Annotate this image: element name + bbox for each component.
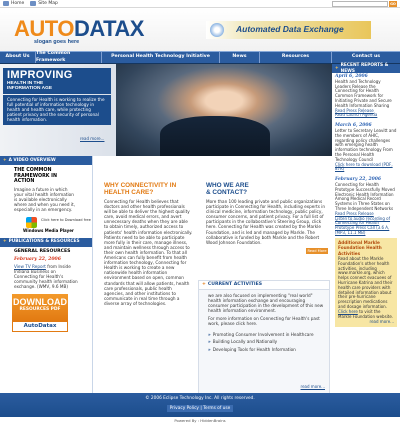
markle-activities-body: Read about the Markle Foundation's other health activities, including www.markle.org, which helps connect evacuees of Hurricane Katrina and their health care providers with detailed information about their pre-hurricane prescription medications and dosage information.: [338, 256, 393, 310]
news-text: Connecting for Health Prototype Successfully Moved Electronic Health Information Among Medical Record Systems in Three States on Three Independent Networks: [335, 181, 395, 211]
nav-resources[interactable]: Resources: [260, 52, 332, 63]
nav-contact-us[interactable]: Contact us: [351, 54, 381, 60]
nav-about-us[interactable]: About Us: [0, 52, 36, 63]
current-activities-text: we are also focused on implementing "real world" health information exchange and encouraging consumer participation in the development of this new health information environment.: [208, 293, 324, 314]
search-input[interactable]: [332, 1, 388, 7]
activity-label: Building Locally and Nationally: [212, 339, 278, 345]
video-overview-heading: [0, 156, 92, 165]
who-we-are-section: [198, 183, 330, 254]
copyright: © 2006 Eclipse Technology Inc. All rights reserved.: [145, 396, 255, 401]
footer-links[interactable]: Privacy Policy | Terms of use: [167, 405, 234, 413]
nav-news[interactable]: News: [220, 52, 260, 63]
news-item: [332, 118, 400, 172]
recent-reports-heading: [332, 64, 400, 73]
hero-photo-figure: [160, 116, 270, 156]
news-text: Letter to Secretary Leavitt and the members of AHIC, regarding policy challenges with emerging health information technology From the Personal Health Technology Council: [335, 127, 397, 162]
powered-by[interactable]: Powered By : HiddenBrains: [174, 418, 226, 423]
bullet-icon: »: [208, 331, 211, 337]
current-activities-heading: [199, 281, 329, 290]
header: [0, 8, 400, 51]
why-connectivity-section: [96, 183, 193, 306]
activities-list: [199, 327, 329, 354]
plus-icon: +: [335, 65, 339, 71]
activities-read-more-link[interactable]: read more...: [300, 383, 325, 389]
hero-read-more-link[interactable]: read more...: [80, 136, 105, 141]
footer: [0, 393, 400, 417]
news-link[interactable]: Read Launch Agenda: [335, 112, 378, 118]
current-activities-heading-text: CURRENT ACTIVITIES: [207, 282, 263, 288]
markle-activities-text: [338, 256, 394, 319]
publication-date: February 22, 2006: [14, 257, 61, 263]
left-sidebar: [0, 156, 92, 409]
view-tv-report-link[interactable]: View TV Report: [14, 264, 46, 270]
hero-title-line3: INFORMATION AGE: [7, 86, 53, 92]
video-description: Imagine a future in which your vital health information is available electronically where and when you need it, especially in an emergency.: [14, 186, 75, 212]
bullet-icon: »: [208, 346, 211, 352]
logo-auto: AUTO: [14, 16, 74, 41]
news-link[interactable]: Click here to download (PDF, 87K): [335, 161, 393, 172]
general-resources-heading: GENERAL RESOURCES: [14, 248, 71, 254]
news-date: February 22, 2006: [335, 177, 381, 183]
news-link[interactable]: Listen to audio recording of Connecting for Health Prototype Press Call (3.6 A, (MP3, 11.1 MB): [335, 215, 390, 235]
markle-activities-body-end: to visit the Markle Foundation website.: [338, 308, 394, 319]
globe-icon: [210, 23, 224, 37]
bullet-icon: »: [208, 339, 211, 345]
recent-reports-heading-text: RECENT REPORTS & NEWS: [340, 62, 389, 74]
download-free-link[interactable]: Click here to Download free: [41, 217, 91, 222]
current-activities-box: [198, 280, 330, 396]
brand-banner-text: Automated Data Exchange: [236, 24, 344, 34]
plus-icon: +: [202, 282, 206, 288]
brand-banner: [206, 21, 371, 39]
why-connectivity-heading-line1: WHY CONNECTIVITY IN: [104, 182, 177, 189]
hero-body: Connecting for Health is working to realize the full potential of information technology in health and health care, while protecting patient privacy and the security of personal health information.: [3, 95, 111, 125]
hero-title-line1: IMPROVING: [7, 69, 73, 81]
news-link[interactable]: Read Press Release: [335, 107, 374, 113]
hero-title-line2: HEALTH IN THE: [7, 81, 44, 86]
list-item[interactable]: [208, 338, 325, 346]
why-connectivity-heading-line2: HEALTH CARE?: [104, 188, 154, 196]
publications-heading: [0, 238, 92, 247]
home-icon: [3, 1, 9, 6]
who-we-are-text: More than 100 leading private and public organizations participate in Connecting for Health, including experts in clinical medicine, information technology, public policy, consumer concerns, and patient privacy. For a full list of participants in the collaborative's Steering Group, click here. Connecting for Health was created by the Markle Foundation, and is led and managed by Markle. The collaborative is funded by both Markle and the Robert Wood Johnson Foundation.: [206, 199, 326, 245]
markle-read-more-link[interactable]: read more...: [369, 319, 394, 325]
activity-label: Developing Tools for Health Information: [212, 346, 296, 352]
news-date: March 6, 2006: [335, 123, 372, 129]
home-link[interactable]: [3, 1, 24, 7]
plus-icon: +: [3, 239, 7, 245]
news-item: [332, 73, 400, 118]
who-we-are-read-more-button[interactable]: Read More: [307, 248, 327, 253]
nav-common-framework[interactable]: The Common Framework: [36, 52, 102, 63]
news-item: [332, 172, 400, 236]
resources-pdf-label: RESOURCES PDF: [19, 307, 61, 313]
main-content: [92, 156, 332, 409]
home-label: Home: [11, 0, 25, 6]
plus-icon: +: [3, 157, 7, 163]
hero-title: [3, 68, 111, 94]
news-link[interactable]: Read Press Release: [335, 210, 374, 216]
top-utility-bar: [0, 0, 400, 8]
logo-datax: DATAX: [73, 16, 144, 41]
markle-click-here-link[interactable]: Click here: [338, 308, 358, 314]
download-label: DOWNLOAD: [13, 297, 67, 308]
video-overview-heading-text: A VIDEO OVERVIEW: [8, 157, 56, 163]
markle-activities-box: [335, 238, 397, 327]
list-item[interactable]: [208, 331, 325, 339]
news-text: Health and Technology Leaders Release the Connecting for Health Common Framework for Initiating Private and Secure Health Information Sharing: [335, 78, 392, 108]
who-we-are-heading-line1: WHO WE ARE: [206, 182, 249, 189]
publication-item: [0, 263, 92, 289]
who-we-are-heading-line2: & CONTACT?: [206, 188, 248, 196]
activity-label: Promoting Consumer Involvement in Healthcare: [212, 331, 314, 337]
tagline: slogan goes here: [34, 39, 80, 45]
sitemap-icon: [30, 1, 36, 6]
publication-description: from Inside Indiana Business on Connecting for Health's community health information exchange. (WMV, 9.6 MB): [14, 264, 78, 290]
news-date: April 6, 2006: [335, 74, 368, 79]
autodatax-badge: AutoDatax: [12, 321, 68, 332]
list-item[interactable]: [208, 346, 325, 354]
search-go-button[interactable]: GO: [390, 2, 396, 6]
video-title: THE COMMON FRAMEWORK IN ACTION: [14, 168, 57, 184]
markle-activities-title: Additional Markle Foundation Health Activities: [338, 239, 382, 256]
sitemap-label: Site Map: [38, 0, 58, 6]
download-resources-button[interactable]: [12, 294, 68, 321]
publications-heading-text: PUBLICATIONS & RESOURCES: [8, 239, 80, 245]
windows-logo-icon: [26, 217, 37, 228]
why-connectivity-text: Connecting for Health believes that doctors and other health professionals will be able to deliver the highest quality care, avoid medical errors, and avert unnecessary deaths when they are able to obtain timely, authorized access to patients' health information electronically. Patients need to be able to participate more fully in their care, manage illness, and maintain wellness through access to their own health information. To that all Americans can fully benefit from health information technology, Connecting for Health is working to create a new nationwide health information environment based on open, common standards that will allow patients, health care professionals, public health agencies, and other institutions to communicate in real time through a diverse array of technologies.: [104, 199, 193, 306]
nav-personal-health-technology[interactable]: Personal Health Technology Initiative: [102, 52, 220, 63]
windows-media-player-promo[interactable]: [23, 215, 92, 235]
recent-reports-sidebar: [332, 64, 400, 409]
windows-media-player-label: Windows Media Player: [23, 227, 74, 233]
sitemap-link[interactable]: [30, 1, 58, 7]
current-activities-past-work: For more information on Connecting for Health's past work, please click here.: [208, 316, 320, 327]
